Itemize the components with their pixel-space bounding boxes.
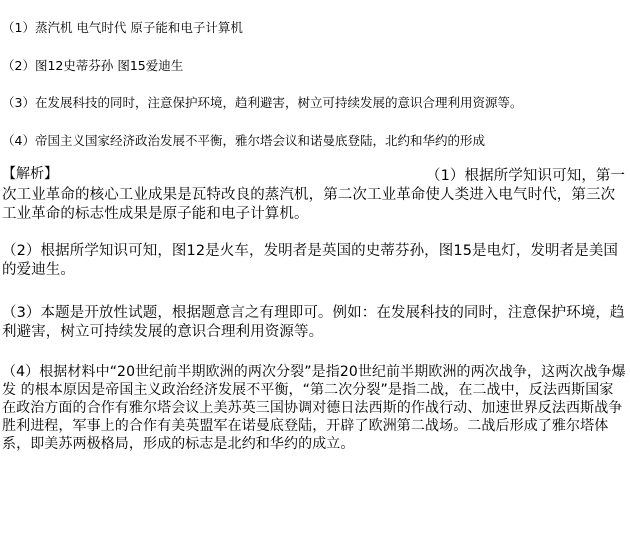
analysis-label: 【解析】 [2, 166, 58, 182]
analysis-paragraph-3: （3）本题是开放性试题，根据题意言之有理即可。例如：在发展科技的同时，注意保护环境，趋利避害，树立可持续发展的意识合理利用资源等。 [2, 305, 625, 340]
answer-1: （1）蒸汽机 电气时代 原子能和电子计算机 [2, 20, 243, 35]
answer-3: （3）在发展科技的同时，注意保护环境，趋利避害，树立可持续发展的意识合理利用资源等。 [2, 95, 523, 110]
analysis-paragraph-2: （2）根据所学知识可知，图12是火车，发明者是英国的史蒂芬孙，图15是电灯，发明者是美国的爱迪生。 [2, 243, 619, 278]
answer-2: （2）图12史蒂芬孙 图15爱迪生 [2, 58, 184, 73]
analysis-paragraph-4: （4）根据材料中“20世纪前半期欧洲的两次分裂”是指20世纪前半期欧洲的两次战争，这两次战争爆发 的根本原因是帝国主义政治经济发展不平衡，“第二次分裂”是指二战，在二战中，反法西斯国家在政治方面的合作有雅尔塔会议上美苏英三国协调对德日法西斯的作战行动、加速世界反法西斯战争胜利进程，军事上的合作有美英盟军在诺曼底登陆，开辟了欧洲第二战场。二战后形成了雅尔塔体系，即美苏两极格局，形成的标志是北约和华约的成立。 [2, 364, 626, 452]
analysis-paragraph-1: （1）根据所学知识可知，第一次工业革命的核心工业成果是瓦特改良的蒸汽机，第二次工业革命使人类进入电气时代，第三次工业革命的标志性成果是原子能和电子计算机。 [2, 168, 626, 222]
answer-4: （4）帝国主义国家经济政治发展不平衡，雅尔塔会议和诺曼底登陆，北约和华约的形成 [2, 133, 485, 148]
